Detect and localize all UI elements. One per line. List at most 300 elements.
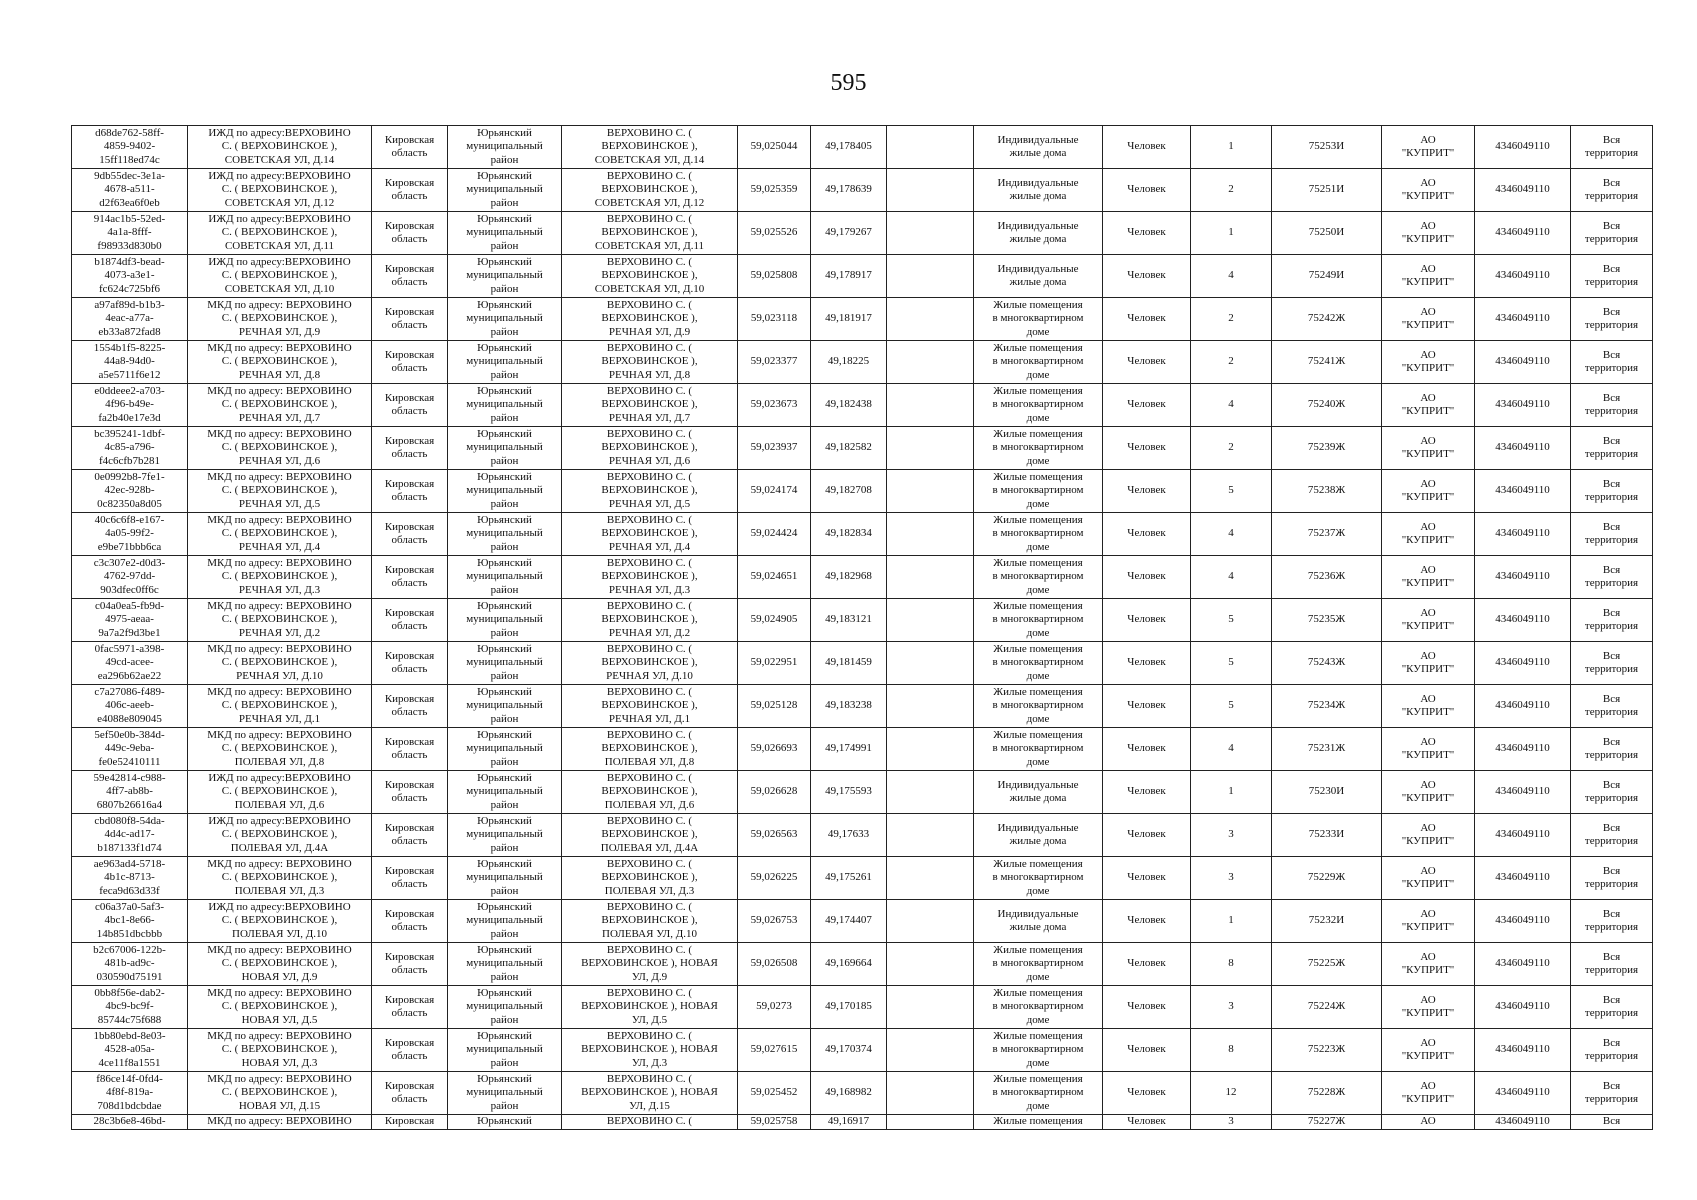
cell-lon: 49,182438 bbox=[811, 384, 887, 427]
cell-lat: 59,025044 bbox=[738, 126, 811, 169]
cell-lon: 49,182834 bbox=[811, 513, 887, 556]
cell-org: АО "КУПРИТ" bbox=[1382, 470, 1475, 513]
cell-territory: Вся территория bbox=[1571, 470, 1653, 513]
cell-code: 75232И bbox=[1272, 900, 1382, 943]
cell-id: 0bb8f56e-dab2- 4bc9-bc9f- 85744c75f688 bbox=[72, 986, 188, 1029]
table-row bbox=[72, 427, 1653, 470]
cell-region: Кировская bbox=[372, 1115, 448, 1130]
cell-lon: 49,178639 bbox=[811, 169, 887, 212]
cell-district: Юрьянский муниципальный район bbox=[448, 169, 562, 212]
cell-lon: 49,178405 bbox=[811, 126, 887, 169]
cell-address: ВЕРХОВИНО С. ( ВЕРХОВИНСКОЕ ), СОВЕТСКАЯ УЛ, Д.11 bbox=[562, 212, 738, 255]
cell-inn: 4346049110 bbox=[1475, 212, 1571, 255]
cell-lon: 49,170374 bbox=[811, 1029, 887, 1072]
cell-lat: 59,0273 bbox=[738, 986, 811, 1029]
cell-district: Юрьянский муниципальный район bbox=[448, 900, 562, 943]
table-row bbox=[72, 728, 1653, 771]
cell-territory: Вся территория bbox=[1571, 169, 1653, 212]
cell-extra bbox=[887, 900, 974, 943]
cell-code: 75235Ж bbox=[1272, 599, 1382, 642]
cell-name: МКД по адресу: ВЕРХОВИНО С. ( ВЕРХОВИНСКОЕ ), ПОЛЕВАЯ УЛ, Д.3 bbox=[188, 857, 372, 900]
cell-lon: 49,178917 bbox=[811, 255, 887, 298]
cell-org: АО "КУПРИТ" bbox=[1382, 943, 1475, 986]
cell-type: Жилые помещения в многоквартирном доме bbox=[974, 857, 1103, 900]
cell-code: 75241Ж bbox=[1272, 341, 1382, 384]
cell-inn: 4346049110 bbox=[1475, 513, 1571, 556]
cell-unit: Человек bbox=[1103, 1072, 1191, 1115]
cell-unit: Человек bbox=[1103, 685, 1191, 728]
cell-territory: Вся территория bbox=[1571, 728, 1653, 771]
cell-district: Юрьянский муниципальный район bbox=[448, 384, 562, 427]
cell-territory: Вся территория bbox=[1571, 341, 1653, 384]
cell-lat: 59,026563 bbox=[738, 814, 811, 857]
cell-code: 75229Ж bbox=[1272, 857, 1382, 900]
cell-territory: Вся территория bbox=[1571, 384, 1653, 427]
cell-district: Юрьянский муниципальный район bbox=[448, 642, 562, 685]
cell-org: АО "КУПРИТ" bbox=[1382, 771, 1475, 814]
cell-type: Жилые помещения в многоквартирном доме bbox=[974, 513, 1103, 556]
cell-id: bc395241-1dbf- 4c85-a796- f4c6cfb7b281 bbox=[72, 427, 188, 470]
cell-id: b2c67006-122b- 481b-ad9c- 030590d75191 bbox=[72, 943, 188, 986]
cell-region: Кировская область bbox=[372, 384, 448, 427]
cell-lat: 59,023937 bbox=[738, 427, 811, 470]
cell-unit: Человек bbox=[1103, 255, 1191, 298]
cell-type: Жилые помещения в многоквартирном доме bbox=[974, 642, 1103, 685]
cell-type: Жилые помещения в многоквартирном доме bbox=[974, 1072, 1103, 1115]
cell-region: Кировская область bbox=[372, 556, 448, 599]
cell-unit: Человек bbox=[1103, 556, 1191, 599]
cell-territory: Вся территория bbox=[1571, 986, 1653, 1029]
cell-lon: 49,183121 bbox=[811, 599, 887, 642]
cell-region: Кировская область bbox=[372, 513, 448, 556]
cell-type: Индивидуальные жилые дома bbox=[974, 771, 1103, 814]
cell-lon: 49,182582 bbox=[811, 427, 887, 470]
cell-type: Индивидуальные жилые дома bbox=[974, 126, 1103, 169]
cell-code: 75250И bbox=[1272, 212, 1382, 255]
cell-id: 5ef50e0b-384d- 449c-9eba- fe0e52410111 bbox=[72, 728, 188, 771]
cell-extra bbox=[887, 470, 974, 513]
cell-lat: 59,025452 bbox=[738, 1072, 811, 1115]
cell-district: Юрьянский муниципальный район bbox=[448, 556, 562, 599]
cell-lon: 49,169664 bbox=[811, 943, 887, 986]
cell-lon: 49,16917 bbox=[811, 1115, 887, 1130]
table-row bbox=[72, 685, 1653, 728]
cell-org: АО "КУПРИТ" bbox=[1382, 1072, 1475, 1115]
cell-territory: Вся территория bbox=[1571, 126, 1653, 169]
cell-lat: 59,022951 bbox=[738, 642, 811, 685]
cell-address: ВЕРХОВИНО С. ( ВЕРХОВИНСКОЕ ), ПОЛЕВАЯ УЛ, Д.8 bbox=[562, 728, 738, 771]
cell-count: 4 bbox=[1191, 513, 1272, 556]
cell-id: cbd080f8-54da- 4d4c-ad17- b187133f1d74 bbox=[72, 814, 188, 857]
cell-extra bbox=[887, 1029, 974, 1072]
table-row bbox=[72, 384, 1653, 427]
cell-lat: 59,025526 bbox=[738, 212, 811, 255]
page-number: 595 bbox=[830, 70, 867, 96]
cell-code: 75253И bbox=[1272, 126, 1382, 169]
cell-org: АО "КУПРИТ" bbox=[1382, 298, 1475, 341]
cell-code: 75231Ж bbox=[1272, 728, 1382, 771]
cell-address: ВЕРХОВИНО С. ( ВЕРХОВИНСКОЕ ), РЕЧНАЯ УЛ, Д.3 bbox=[562, 556, 738, 599]
cell-lat: 59,026628 bbox=[738, 771, 811, 814]
cell-code: 75251И bbox=[1272, 169, 1382, 212]
cell-lon: 49,182708 bbox=[811, 470, 887, 513]
cell-org: АО "КУПРИТ" bbox=[1382, 1029, 1475, 1072]
cell-region: Кировская область bbox=[372, 986, 448, 1029]
cell-count: 3 bbox=[1191, 814, 1272, 857]
cell-district: Юрьянский муниципальный район bbox=[448, 771, 562, 814]
cell-unit: Человек bbox=[1103, 1115, 1191, 1130]
cell-count: 4 bbox=[1191, 556, 1272, 599]
cell-lon: 49,17633 bbox=[811, 814, 887, 857]
cell-lon: 49,183238 bbox=[811, 685, 887, 728]
cell-region: Кировская область bbox=[372, 427, 448, 470]
cell-org: АО "КУПРИТ" bbox=[1382, 685, 1475, 728]
table-row bbox=[72, 556, 1653, 599]
cell-region: Кировская область bbox=[372, 212, 448, 255]
cell-org: АО "КУПРИТ" bbox=[1382, 255, 1475, 298]
cell-type: Жилые помещения в многоквартирном доме bbox=[974, 728, 1103, 771]
cell-extra bbox=[887, 1115, 974, 1130]
table-row bbox=[72, 470, 1653, 513]
cell-district: Юрьянский муниципальный район bbox=[448, 1029, 562, 1072]
cell-id: d68de762-58ff- 4859-9402- 15ff118ed74c bbox=[72, 126, 188, 169]
cell-extra bbox=[887, 169, 974, 212]
cell-extra bbox=[887, 126, 974, 169]
cell-lat: 59,023377 bbox=[738, 341, 811, 384]
cell-unit: Человек bbox=[1103, 427, 1191, 470]
table-row bbox=[72, 1029, 1653, 1072]
cell-region: Кировская область bbox=[372, 126, 448, 169]
cell-inn: 4346049110 bbox=[1475, 599, 1571, 642]
cell-org: АО "КУПРИТ" bbox=[1382, 556, 1475, 599]
cell-code: 75228Ж bbox=[1272, 1072, 1382, 1115]
table-row bbox=[72, 212, 1653, 255]
cell-count: 3 bbox=[1191, 857, 1272, 900]
table-row bbox=[72, 169, 1653, 212]
cell-lon: 49,174407 bbox=[811, 900, 887, 943]
cell-district: Юрьянский муниципальный район bbox=[448, 986, 562, 1029]
cell-address: ВЕРХОВИНО С. ( ВЕРХОВИНСКОЕ ), НОВАЯ УЛ, Д.15 bbox=[562, 1072, 738, 1115]
cell-extra bbox=[887, 341, 974, 384]
cell-lat: 59,024424 bbox=[738, 513, 811, 556]
cell-id: 28c3b6e8-46bd- bbox=[72, 1115, 188, 1130]
cell-org: АО "КУПРИТ" bbox=[1382, 212, 1475, 255]
cell-org: АО "КУПРИТ" bbox=[1382, 427, 1475, 470]
cell-unit: Человек bbox=[1103, 900, 1191, 943]
cell-name: МКД по адресу: ВЕРХОВИНО С. ( ВЕРХОВИНСКОЕ ), НОВАЯ УЛ, Д.3 bbox=[188, 1029, 372, 1072]
cell-address: ВЕРХОВИНО С. ( ВЕРХОВИНСКОЕ ), ПОЛЕВАЯ УЛ, Д.4А bbox=[562, 814, 738, 857]
cell-org: АО "КУПРИТ" bbox=[1382, 599, 1475, 642]
cell-org: АО "КУПРИТ" bbox=[1382, 857, 1475, 900]
cell-type: Жилые помещения в многоквартирном доме bbox=[974, 1029, 1103, 1072]
cell-region: Кировская область bbox=[372, 169, 448, 212]
cell-unit: Человек bbox=[1103, 642, 1191, 685]
cell-territory: Вся территория bbox=[1571, 212, 1653, 255]
cell-address: ВЕРХОВИНО С. ( ВЕРХОВИНСКОЕ ), СОВЕТСКАЯ УЛ, Д.10 bbox=[562, 255, 738, 298]
cell-address: ВЕРХОВИНО С. ( bbox=[562, 1115, 738, 1130]
cell-lat: 59,024651 bbox=[738, 556, 811, 599]
cell-region: Кировская область bbox=[372, 341, 448, 384]
cell-type: Жилые помещения в многоквартирном доме bbox=[974, 556, 1103, 599]
cell-address: ВЕРХОВИНО С. ( ВЕРХОВИНСКОЕ ), СОВЕТСКАЯ УЛ, Д.14 bbox=[562, 126, 738, 169]
cell-address: ВЕРХОВИНО С. ( ВЕРХОВИНСКОЕ ), НОВАЯ УЛ, Д.5 bbox=[562, 986, 738, 1029]
cell-count: 5 bbox=[1191, 685, 1272, 728]
cell-count: 8 bbox=[1191, 1029, 1272, 1072]
cell-lat: 59,023118 bbox=[738, 298, 811, 341]
cell-name: МКД по адресу: ВЕРХОВИНО С. ( ВЕРХОВИНСКОЕ ), РЕЧНАЯ УЛ, Д.7 bbox=[188, 384, 372, 427]
cell-address: ВЕРХОВИНО С. ( ВЕРХОВИНСКОЕ ), СОВЕТСКАЯ УЛ, Д.12 bbox=[562, 169, 738, 212]
cell-org: АО "КУПРИТ" bbox=[1382, 384, 1475, 427]
cell-type: Жилые помещения в многоквартирном доме bbox=[974, 384, 1103, 427]
cell-inn: 4346049110 bbox=[1475, 728, 1571, 771]
cell-inn: 4346049110 bbox=[1475, 384, 1571, 427]
cell-region: Кировская область bbox=[372, 1029, 448, 1072]
table-row bbox=[72, 943, 1653, 986]
cell-extra bbox=[887, 298, 974, 341]
cell-region: Кировская область bbox=[372, 298, 448, 341]
cell-address: ВЕРХОВИНО С. ( ВЕРХОВИНСКОЕ ), РЕЧНАЯ УЛ, Д.1 bbox=[562, 685, 738, 728]
cell-lat: 59,026693 bbox=[738, 728, 811, 771]
cell-name: МКД по адресу: ВЕРХОВИНО С. ( ВЕРХОВИНСКОЕ ), РЕЧНАЯ УЛ, Д.1 bbox=[188, 685, 372, 728]
cell-unit: Человек bbox=[1103, 771, 1191, 814]
cell-territory: Вся территория bbox=[1571, 427, 1653, 470]
cell-territory: Вся территория bbox=[1571, 513, 1653, 556]
cell-type: Индивидуальные жилые дома bbox=[974, 900, 1103, 943]
cell-count: 2 bbox=[1191, 427, 1272, 470]
cell-lat: 59,024905 bbox=[738, 599, 811, 642]
cell-district: Юрьянский муниципальный район bbox=[448, 341, 562, 384]
cell-district: Юрьянский муниципальный район bbox=[448, 470, 562, 513]
cell-extra bbox=[887, 943, 974, 986]
cell-name: МКД по адресу: ВЕРХОВИНО С. ( ВЕРХОВИНСКОЕ ), НОВАЯ УЛ, Д.5 bbox=[188, 986, 372, 1029]
cell-district: Юрьянский муниципальный район bbox=[448, 298, 562, 341]
cell-name: МКД по адресу: ВЕРХОВИНО С. ( ВЕРХОВИНСКОЕ ), РЕЧНАЯ УЛ, Д.8 bbox=[188, 341, 372, 384]
cell-district: Юрьянский bbox=[448, 1115, 562, 1130]
table-row bbox=[72, 814, 1653, 857]
table-row bbox=[72, 900, 1653, 943]
cell-district: Юрьянский муниципальный район bbox=[448, 599, 562, 642]
cell-inn: 4346049110 bbox=[1475, 900, 1571, 943]
cell-region: Кировская область bbox=[372, 900, 448, 943]
table-body bbox=[72, 126, 1653, 1130]
cell-extra bbox=[887, 771, 974, 814]
cell-region: Кировская область bbox=[372, 470, 448, 513]
cell-territory: Вся территория bbox=[1571, 685, 1653, 728]
cell-code: 75234Ж bbox=[1272, 685, 1382, 728]
cell-id: c04a0ea5-fb9d- 4975-aeaa- 9a7a2f9d3be1 bbox=[72, 599, 188, 642]
cell-type: Индивидуальные жилые дома bbox=[974, 255, 1103, 298]
cell-unit: Человек bbox=[1103, 126, 1191, 169]
cell-inn: 4346049110 bbox=[1475, 771, 1571, 814]
cell-extra bbox=[887, 986, 974, 1029]
cell-district: Юрьянский муниципальный район bbox=[448, 255, 562, 298]
cell-extra bbox=[887, 599, 974, 642]
cell-name: ИЖД по адресу:ВЕРХОВИНО С. ( ВЕРХОВИНСКОЕ ), ПОЛЕВАЯ УЛ, Д.4А bbox=[188, 814, 372, 857]
cell-lon: 49,181459 bbox=[811, 642, 887, 685]
cell-extra bbox=[887, 556, 974, 599]
cell-name: МКД по адресу: ВЕРХОВИНО С. ( ВЕРХОВИНСКОЕ ), РЕЧНАЯ УЛ, Д.3 bbox=[188, 556, 372, 599]
cell-address: ВЕРХОВИНО С. ( ВЕРХОВИНСКОЕ ), РЕЧНАЯ УЛ, Д.10 bbox=[562, 642, 738, 685]
cell-org: АО "КУПРИТ" bbox=[1382, 986, 1475, 1029]
cell-id: f86ce14f-0fd4- 4f8f-819a- 708d1bdcbdae bbox=[72, 1072, 188, 1115]
cell-count: 5 bbox=[1191, 599, 1272, 642]
cell-name: ИЖД по адресу:ВЕРХОВИНО С. ( ВЕРХОВИНСКОЕ ), СОВЕТСКАЯ УЛ, Д.14 bbox=[188, 126, 372, 169]
cell-unit: Человек bbox=[1103, 384, 1191, 427]
table-row bbox=[72, 771, 1653, 814]
cell-org: АО bbox=[1382, 1115, 1475, 1130]
cell-address: ВЕРХОВИНО С. ( ВЕРХОВИНСКОЕ ), РЕЧНАЯ УЛ, Д.5 bbox=[562, 470, 738, 513]
cell-id: c3c307e2-d0d3- 4762-97dd- 903dfec0ff6c bbox=[72, 556, 188, 599]
cell-count: 5 bbox=[1191, 642, 1272, 685]
cell-district: Юрьянский муниципальный район bbox=[448, 857, 562, 900]
cell-inn: 4346049110 bbox=[1475, 1072, 1571, 1115]
cell-name: МКД по адресу: ВЕРХОВИНО С. ( ВЕРХОВИНСКОЕ ), РЕЧНАЯ УЛ, Д.2 bbox=[188, 599, 372, 642]
cell-extra bbox=[887, 384, 974, 427]
cell-name: ИЖД по адресу:ВЕРХОВИНО С. ( ВЕРХОВИНСКОЕ ), ПОЛЕВАЯ УЛ, Д.6 bbox=[188, 771, 372, 814]
cell-code: 75240Ж bbox=[1272, 384, 1382, 427]
cell-unit: Человек bbox=[1103, 470, 1191, 513]
cell-extra bbox=[887, 685, 974, 728]
cell-lon: 49,170185 bbox=[811, 986, 887, 1029]
cell-id: b1874df3-bead- 4073-a3e1- fc624c725bf6 bbox=[72, 255, 188, 298]
cell-id: 914ac1b5-52ed- 4a1a-8fff- f98933d830b0 bbox=[72, 212, 188, 255]
cell-name: ИЖД по адресу:ВЕРХОВИНО С. ( ВЕРХОВИНСКОЕ ), СОВЕТСКАЯ УЛ, Д.11 bbox=[188, 212, 372, 255]
table-row bbox=[72, 642, 1653, 685]
cell-org: АО "КУПРИТ" bbox=[1382, 900, 1475, 943]
cell-name: МКД по адресу: ВЕРХОВИНО С. ( ВЕРХОВИНСКОЕ ), РЕЧНАЯ УЛ, Д.6 bbox=[188, 427, 372, 470]
cell-lon: 49,181917 bbox=[811, 298, 887, 341]
cell-territory: Вся территория bbox=[1571, 556, 1653, 599]
cell-code: 75227Ж bbox=[1272, 1115, 1382, 1130]
cell-district: Юрьянский муниципальный район bbox=[448, 212, 562, 255]
cell-lat: 59,026753 bbox=[738, 900, 811, 943]
cell-region: Кировская область bbox=[372, 814, 448, 857]
cell-lon: 49,175593 bbox=[811, 771, 887, 814]
cell-region: Кировская область bbox=[372, 943, 448, 986]
cell-type: Жилые помещения в многоквартирном доме bbox=[974, 599, 1103, 642]
cell-code: 75249И bbox=[1272, 255, 1382, 298]
cell-address: ВЕРХОВИНО С. ( ВЕРХОВИНСКОЕ ), ПОЛЕВАЯ УЛ, Д.10 bbox=[562, 900, 738, 943]
cell-region: Кировская область bbox=[372, 771, 448, 814]
cell-org: АО "КУПРИТ" bbox=[1382, 814, 1475, 857]
cell-territory: Вся территория bbox=[1571, 1029, 1653, 1072]
cell-id: 9db55dec-3e1a- 4678-a511- d2f63ea6f0eb bbox=[72, 169, 188, 212]
cell-inn: 4346049110 bbox=[1475, 427, 1571, 470]
cell-lon: 49,179267 bbox=[811, 212, 887, 255]
cell-unit: Человек bbox=[1103, 169, 1191, 212]
cell-lon: 49,174991 bbox=[811, 728, 887, 771]
cell-type: Жилые помещения bbox=[974, 1115, 1103, 1130]
cell-count: 1 bbox=[1191, 212, 1272, 255]
cell-code: 75224Ж bbox=[1272, 986, 1382, 1029]
cell-count: 4 bbox=[1191, 384, 1272, 427]
cell-count: 8 bbox=[1191, 943, 1272, 986]
cell-id: ae963ad4-5718- 4b1c-8713- feca9d63d33f bbox=[72, 857, 188, 900]
cell-type: Индивидуальные жилые дома bbox=[974, 814, 1103, 857]
cell-inn: 4346049110 bbox=[1475, 169, 1571, 212]
cell-code: 75223Ж bbox=[1272, 1029, 1382, 1072]
cell-code: 75237Ж bbox=[1272, 513, 1382, 556]
cell-id: 0fac5971-a398- 49cd-acee- ea296b62ae22 bbox=[72, 642, 188, 685]
cell-inn: 4346049110 bbox=[1475, 642, 1571, 685]
cell-inn: 4346049110 bbox=[1475, 857, 1571, 900]
cell-region: Кировская область bbox=[372, 685, 448, 728]
table-row bbox=[72, 599, 1653, 642]
cell-code: 75230И bbox=[1272, 771, 1382, 814]
cell-inn: 4346049110 bbox=[1475, 341, 1571, 384]
cell-region: Кировская область bbox=[372, 728, 448, 771]
cell-lon: 49,175261 bbox=[811, 857, 887, 900]
cell-count: 4 bbox=[1191, 728, 1272, 771]
cell-unit: Человек bbox=[1103, 943, 1191, 986]
cell-org: АО "КУПРИТ" bbox=[1382, 341, 1475, 384]
table-row bbox=[72, 1072, 1653, 1115]
cell-code: 75242Ж bbox=[1272, 298, 1382, 341]
cell-lat: 59,027615 bbox=[738, 1029, 811, 1072]
cell-territory: Вся территория bbox=[1571, 642, 1653, 685]
cell-territory: Вся территория bbox=[1571, 298, 1653, 341]
cell-extra bbox=[887, 1072, 974, 1115]
cell-id: c7a27086-f489- 406c-aeeb- e4088e809045 bbox=[72, 685, 188, 728]
cell-inn: 4346049110 bbox=[1475, 685, 1571, 728]
cell-id: 0e0992b8-7fe1- 42ec-928b- 0c82350a8d05 bbox=[72, 470, 188, 513]
cell-lat: 59,025758 bbox=[738, 1115, 811, 1130]
cell-count: 1 bbox=[1191, 771, 1272, 814]
cell-unit: Человек bbox=[1103, 341, 1191, 384]
table-row bbox=[72, 126, 1653, 169]
cell-code: 75243Ж bbox=[1272, 642, 1382, 685]
cell-region: Кировская область bbox=[372, 642, 448, 685]
cell-extra bbox=[887, 642, 974, 685]
cell-id: 59e42814-c988- 4ff7-ab8b- 6807b26616a4 bbox=[72, 771, 188, 814]
cell-region: Кировская область bbox=[372, 255, 448, 298]
cell-type: Жилые помещения в многоквартирном доме bbox=[974, 943, 1103, 986]
cell-address: ВЕРХОВИНО С. ( ВЕРХОВИНСКОЕ ), РЕЧНАЯ УЛ, Д.7 bbox=[562, 384, 738, 427]
cell-region: Кировская область bbox=[372, 599, 448, 642]
cell-org: АО "КУПРИТ" bbox=[1382, 728, 1475, 771]
cell-territory: Вся территория bbox=[1571, 599, 1653, 642]
cell-code: 75238Ж bbox=[1272, 470, 1382, 513]
cell-code: 75225Ж bbox=[1272, 943, 1382, 986]
cell-count: 3 bbox=[1191, 1115, 1272, 1130]
cell-extra bbox=[887, 513, 974, 556]
cell-org: АО "КУПРИТ" bbox=[1382, 513, 1475, 556]
cell-inn: 4346049110 bbox=[1475, 943, 1571, 986]
cell-unit: Человек bbox=[1103, 599, 1191, 642]
cell-extra bbox=[887, 814, 974, 857]
cell-extra bbox=[887, 427, 974, 470]
cell-extra bbox=[887, 728, 974, 771]
cell-code: 75236Ж bbox=[1272, 556, 1382, 599]
cell-name: МКД по адресу: ВЕРХОВИНО С. ( ВЕРХОВИНСКОЕ ), НОВАЯ УЛ, Д.9 bbox=[188, 943, 372, 986]
cell-territory: Вся территория bbox=[1571, 771, 1653, 814]
cell-address: ВЕРХОВИНО С. ( ВЕРХОВИНСКОЕ ), РЕЧНАЯ УЛ, Д.8 bbox=[562, 341, 738, 384]
cell-lat: 59,026508 bbox=[738, 943, 811, 986]
cell-address: ВЕРХОВИНО С. ( ВЕРХОВИНСКОЕ ), НОВАЯ УЛ, Д.9 bbox=[562, 943, 738, 986]
cell-inn: 4346049110 bbox=[1475, 298, 1571, 341]
cell-type: Жилые помещения в многоквартирном доме bbox=[974, 470, 1103, 513]
cell-address: ВЕРХОВИНО С. ( ВЕРХОВИНСКОЕ ), РЕЧНАЯ УЛ, Д.2 bbox=[562, 599, 738, 642]
cell-inn: 4346049110 bbox=[1475, 556, 1571, 599]
cell-count: 12 bbox=[1191, 1072, 1272, 1115]
cell-extra bbox=[887, 255, 974, 298]
cell-name: МКД по адресу: ВЕРХОВИНО С. ( ВЕРХОВИНСКОЕ ), ПОЛЕВАЯ УЛ, Д.8 bbox=[188, 728, 372, 771]
cell-id: 40c6c6f8-e167- 4a05-99f2- e9be71bbb6ca bbox=[72, 513, 188, 556]
cell-type: Жилые помещения в многоквартирном доме bbox=[974, 298, 1103, 341]
cell-name: МКД по адресу: ВЕРХОВИНО С. ( ВЕРХОВИНСКОЕ ), РЕЧНАЯ УЛ, Д.4 bbox=[188, 513, 372, 556]
table-row bbox=[72, 857, 1653, 900]
cell-type: Индивидуальные жилые дома bbox=[974, 212, 1103, 255]
